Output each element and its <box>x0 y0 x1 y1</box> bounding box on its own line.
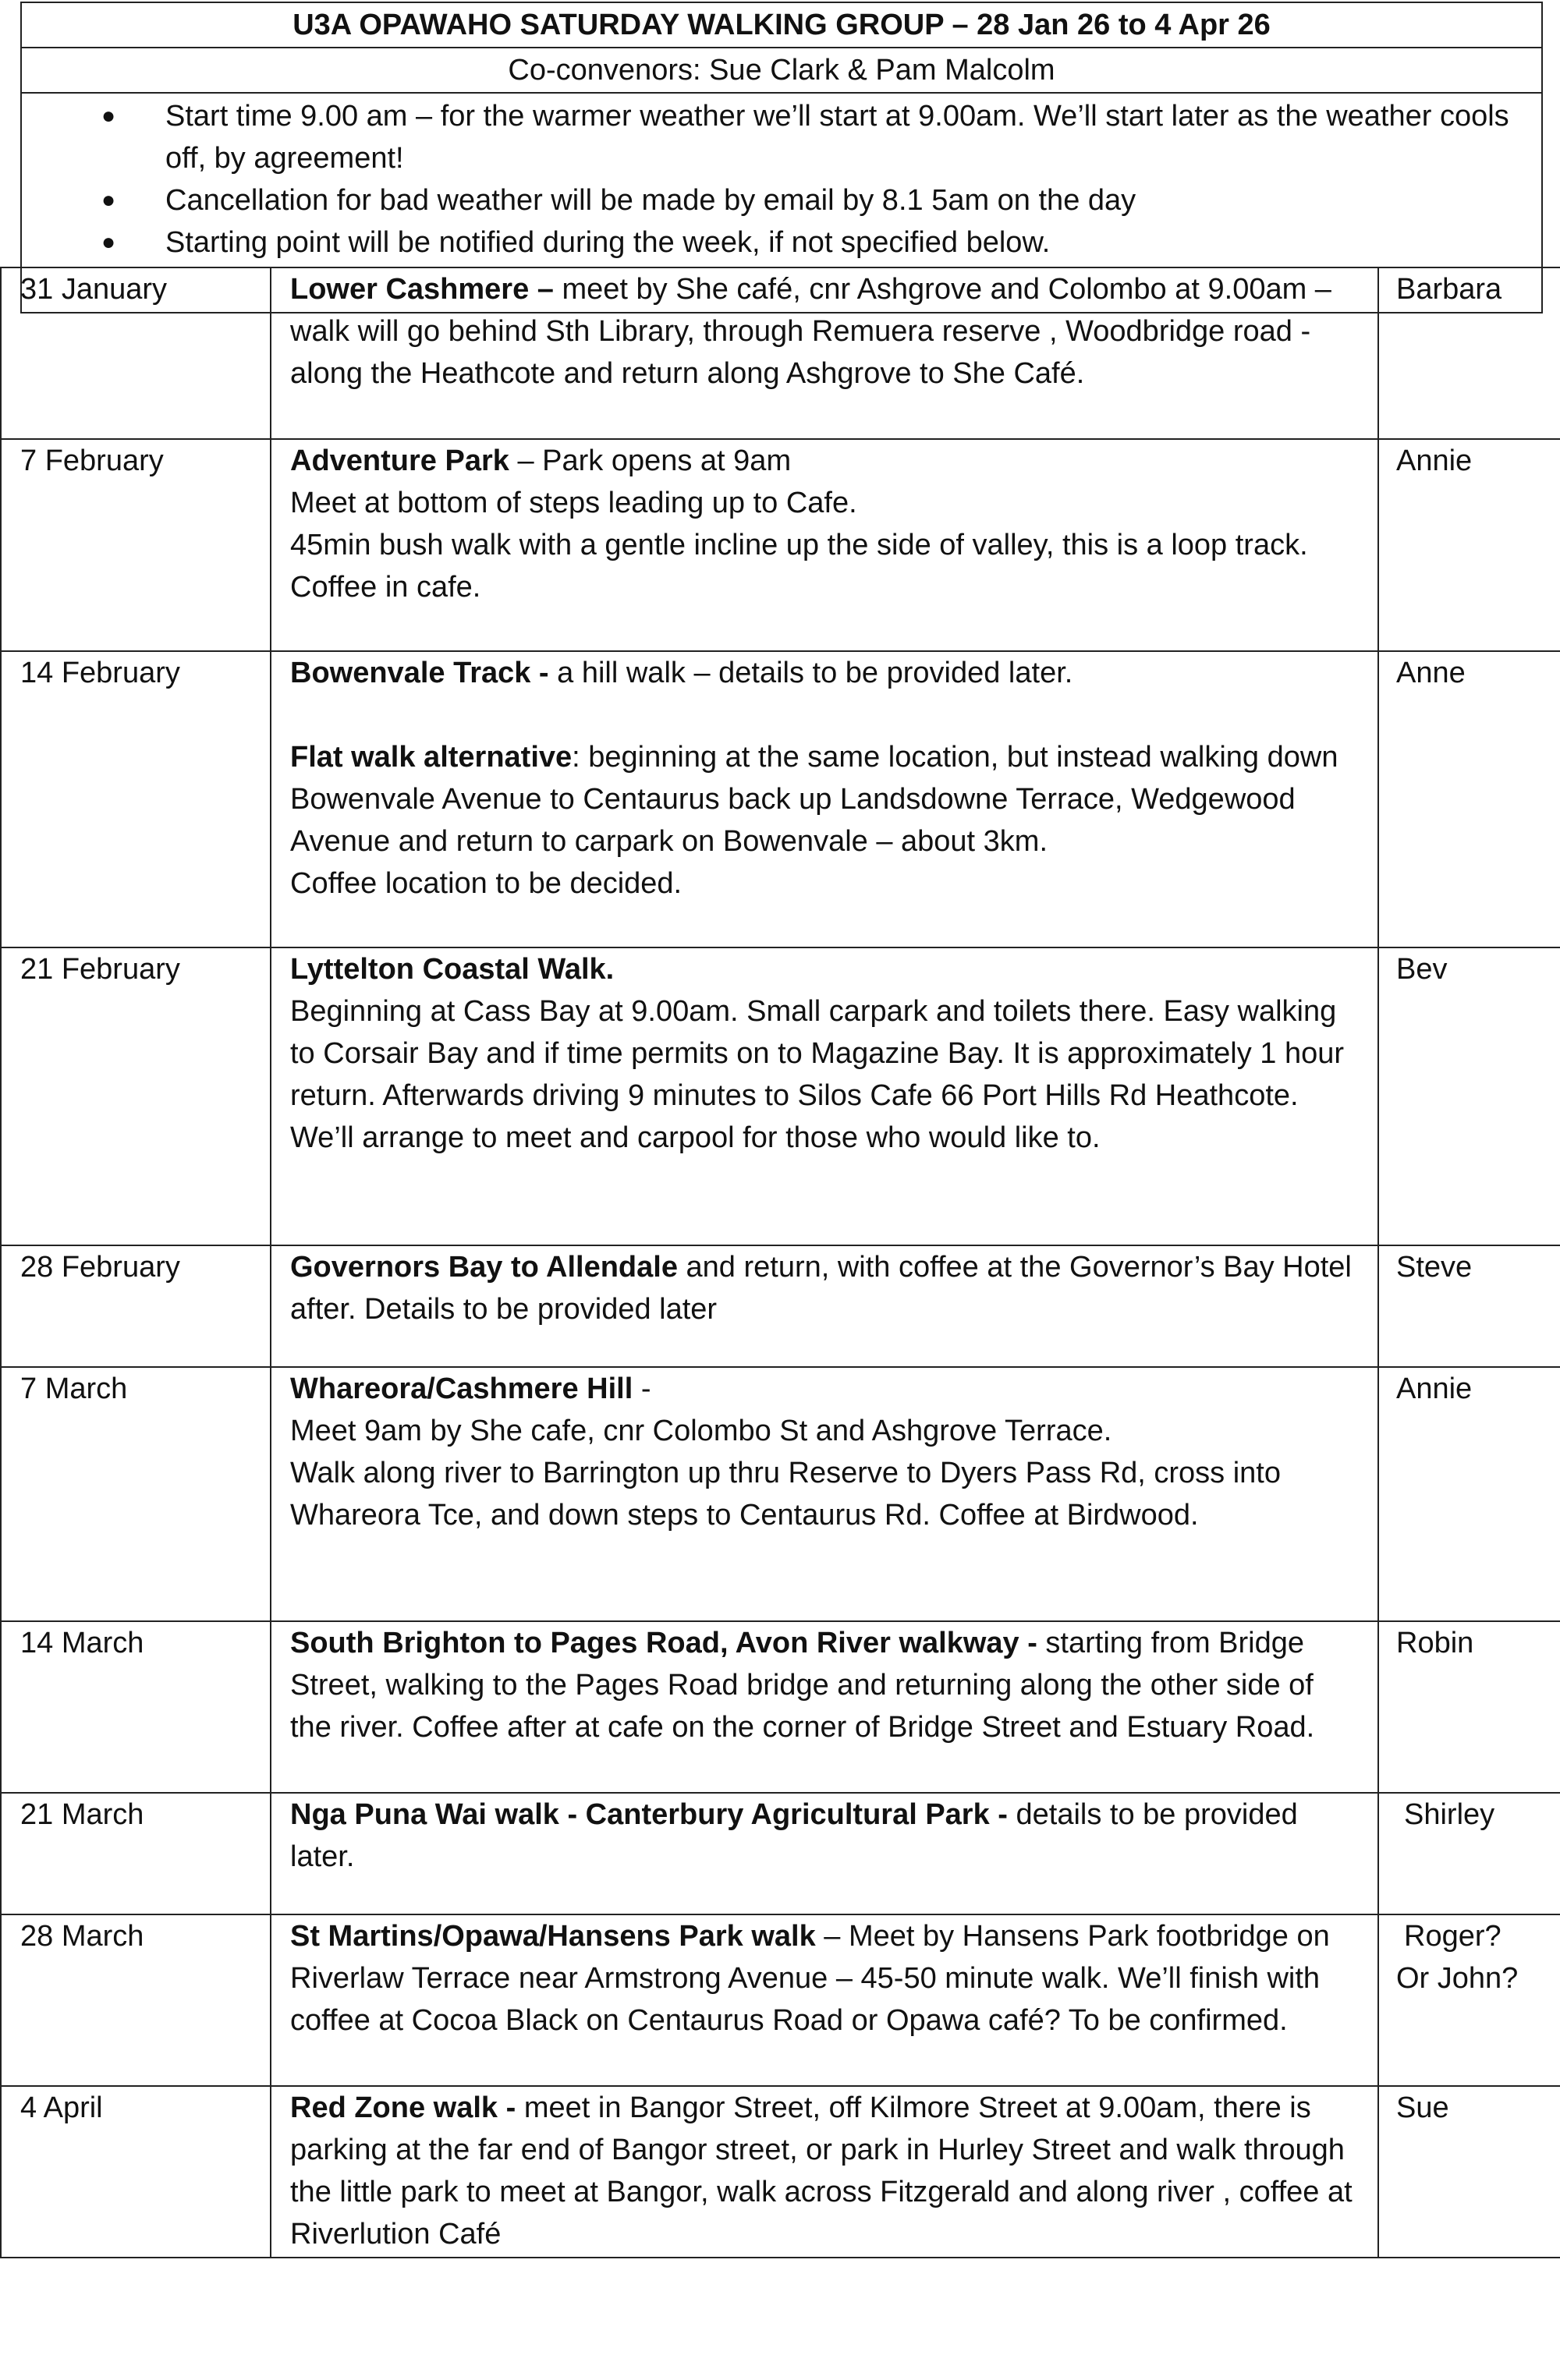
table-row <box>1 1367 1560 1621</box>
walk-details: starting from Bridge Street, walking to the Pages Road bridge and returning along the other side of the river. Coffee after at cafe on the corner of Bridge Street and Estuary Road. <box>290 1627 1315 1744</box>
walk-title: Governors Bay to Allendale <box>290 1251 678 1284</box>
walk-date: 31 January <box>1 267 271 439</box>
walk-leader: Robin <box>1378 1621 1560 1793</box>
alt-walk-details: : beginning at the same location, but instead walking down Bowenvale Avenue to Centaurus back up Landsdowne Terrace, Wedgewood Avenue and return to carpark on Bowenvale – about 3km. <box>290 741 1338 858</box>
table-row <box>1 1914 1560 2086</box>
convenors-line: Co-convenors: Sue Clark & Pam Malcolm <box>22 48 1541 94</box>
walk-description <box>271 947 1378 1245</box>
walk-description <box>271 1914 1378 2086</box>
walk-leader <box>1378 1914 1560 2086</box>
walk-description <box>271 651 1378 947</box>
bullet-icon: ● <box>101 187 116 213</box>
walk-title: Lower Cashmere – <box>290 273 554 306</box>
walk-leader: Bev <box>1378 947 1560 1245</box>
note-text: Starting point will be notified during the week, if not specified below. <box>165 226 1051 259</box>
walk-title: Adventure Park <box>290 444 509 477</box>
walk-date: 28 February <box>1 1245 271 1367</box>
walk-date: 21 March <box>1 1793 271 1914</box>
walk-leader: Annie <box>1378 1367 1560 1621</box>
bullet-icon: ● <box>101 103 116 129</box>
walk-title: Red Zone walk - <box>290 2091 516 2124</box>
note-item <box>22 95 1541 179</box>
walk-description <box>271 267 1378 439</box>
walk-details: and return, with coffee at the Governor’s Bay Hotel after. Details to be provided later <box>290 1251 1352 1326</box>
table-row <box>1 947 1560 1245</box>
walk-description <box>271 1621 1378 1793</box>
walk-line: Coffee location to be decided. <box>290 867 682 900</box>
walk-title: Lyttelton Coastal Walk. <box>290 953 615 986</box>
walk-leader: Barbara <box>1378 267 1560 439</box>
walk-title: Whareora/Cashmere Hill <box>290 1372 633 1405</box>
walk-details: details to be provided later. <box>290 1798 1298 1873</box>
walk-details: a hill walk – details to be provided later. <box>557 657 1073 689</box>
walk-details: - <box>633 1372 651 1405</box>
walk-title: South Brighton to Pages Road, Avon River walkway - <box>290 1627 1037 1659</box>
table-row <box>1 1621 1560 1793</box>
note-text: Cancellation for bad weather will be made by email by 8.1 5am on the day <box>165 184 1136 217</box>
walk-date: 14 March <box>1 1621 271 1793</box>
walk-description <box>271 1793 1378 1914</box>
walk-leader: Shirley <box>1378 1793 1560 1914</box>
walk-description <box>271 2086 1378 2258</box>
note-text: Start time 9.00 am – for the warmer weather we’ll start at 9.00am. We’ll start later as the weather cools off, by agreement! <box>165 100 1509 175</box>
walk-line: Meet 9am by She cafe, cnr Colombo St and Ashgrove Terrace. <box>290 1415 1112 1447</box>
walk-title: Bowenvale Track - <box>290 657 558 689</box>
walk-details: – Meet by Hansens Park footbridge on Riverlaw Terrace near Armstrong Avenue – 45-50 minute walk. We’ll finish with coffee at Cocoa Black on Centaurus Road or Opawa café? To be confirmed. <box>290 1920 1330 2037</box>
walk-leader: Steve <box>1378 1245 1560 1367</box>
walk-line: Walk along river to Barrington up thru Reserve to Dyers Pass Rd, cross into Whareora Tce, and down steps to Centaurus Rd. Coffee at Birdwood. <box>290 1457 1281 1532</box>
walk-description <box>271 1245 1378 1367</box>
walk-date: 28 March <box>1 1914 271 2086</box>
walk-description <box>271 439 1378 651</box>
walk-details: – Park opens at 9am <box>509 444 792 477</box>
walk-schedule-table <box>0 267 1560 2258</box>
walk-line: Coffee in cafe. <box>290 571 481 604</box>
walk-description <box>271 1367 1378 1621</box>
walk-date: 7 February <box>1 439 271 651</box>
walk-leader: Annie <box>1378 439 1560 651</box>
walk-leader: Anne <box>1378 651 1560 947</box>
walk-details: meet in Bangor Street, off Kilmore Street at 9.00am, there is parking at the far end of Bangor street, or park in Hurley Street and walk through the little park to meet at Bangor, walk across Fitzgerald and along river , coffee at Riverlution Café <box>290 2091 1353 2251</box>
alt-walk-title: Flat walk alternative <box>290 741 573 774</box>
walk-title: St Martins/Opawa/Hansens Park walk <box>290 1920 816 1953</box>
table-row <box>1 651 1560 947</box>
note-item <box>22 179 1541 221</box>
note-item <box>22 221 1541 264</box>
walk-line: 45min bush walk with a gentle incline up the side of valley, this is a loop track. <box>290 529 1308 561</box>
document-title: U3A OPAWAHO SATURDAY WALKING GROUP – 28 Jan 26 to 4 Apr 26 <box>22 3 1541 48</box>
walk-line: Meet at bottom of steps leading up to Cafe. <box>290 487 857 519</box>
walk-details: meet by She café, cnr Ashgrove and Colombo at 9.00am – walk will go behind Sth Library, through Remuera reserve , Woodbridge road - along the Heathcote and return along Ashgrove to She Café. <box>290 273 1331 390</box>
walk-title: Nga Puna Wai walk - Canterbury Agricultural Park - <box>290 1798 1008 1831</box>
bullet-icon: ● <box>101 229 116 255</box>
table-row <box>1 1245 1560 1367</box>
leader-name-alt: Or John? <box>1396 1962 1519 1995</box>
spacer <box>290 694 1362 736</box>
walk-date: 21 February <box>1 947 271 1245</box>
table-row <box>1 439 1560 651</box>
table-row <box>1 1793 1560 1914</box>
walk-leader: Sue <box>1378 2086 1560 2258</box>
walk-date: 14 February <box>1 651 271 947</box>
walk-details: Beginning at Cass Bay at 9.00am. Small carpark and toilets there. Easy walking to Corsair Bay and if time permits on to Magazine Bay. It is approximately 1 hour return. Afterwards driving 9 minutes to Silos Cafe 66 Port Hills Rd Heathcote. We’ll arrange to meet and carpool for those who would like to. <box>290 995 1345 1154</box>
walk-date: 7 March <box>1 1367 271 1621</box>
table-row <box>1 2086 1560 2258</box>
table-row <box>1 267 1560 439</box>
walk-date: 4 April <box>1 2086 271 2258</box>
leader-name: Roger? <box>1404 1920 1502 1953</box>
